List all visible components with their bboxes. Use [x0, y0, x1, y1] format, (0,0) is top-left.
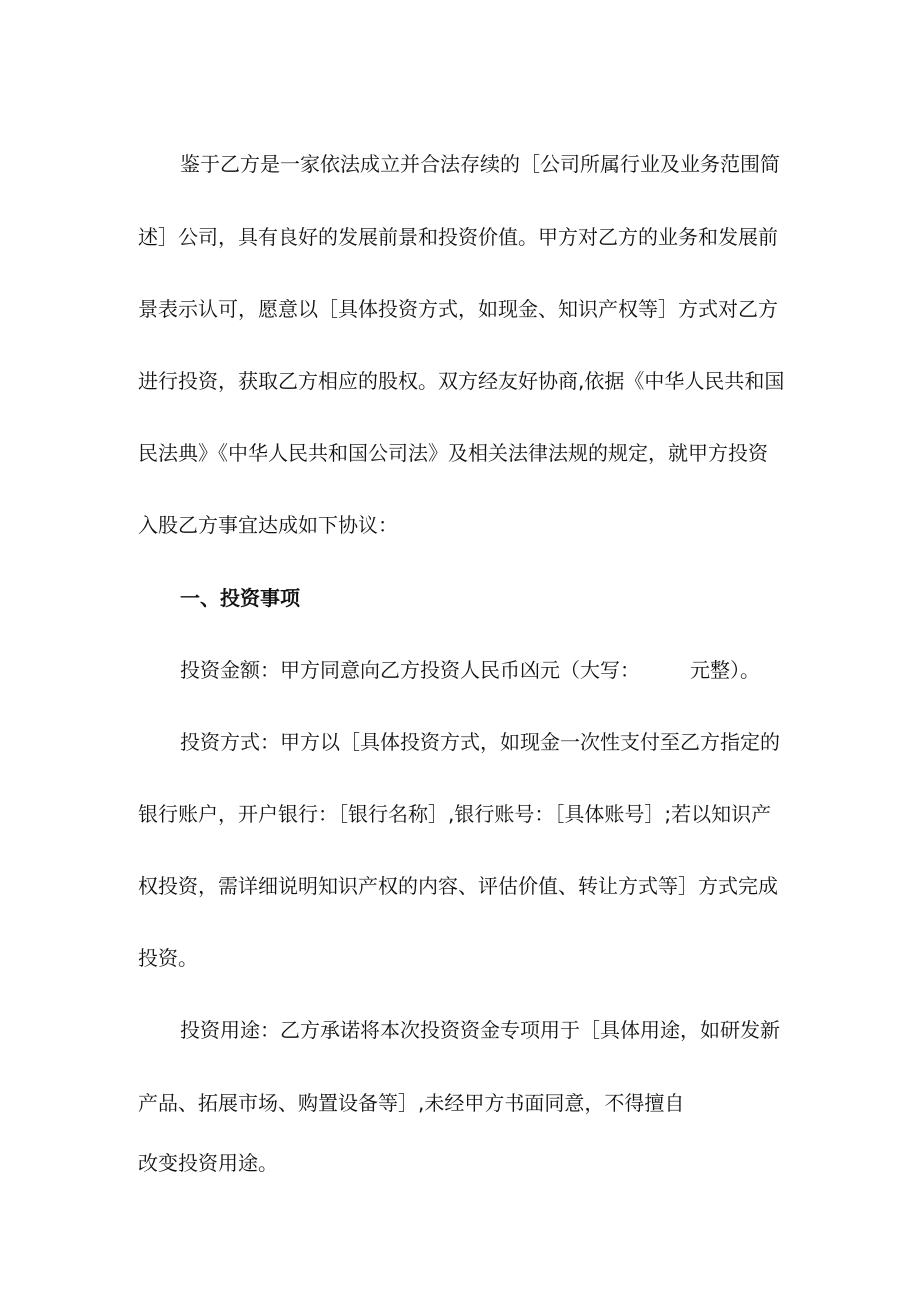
paragraph-line: 产品、拓展市场、购置设备等］,未经甲方书面同意，不得擅自 [138, 1091, 685, 1115]
paragraph-line: 入股乙方事宜达成如下协议： [138, 513, 398, 537]
paragraph-line: 投资用途：乙方承诺将本次投资资金专项用于［具体用途，如研发新 [180, 1018, 780, 1042]
paragraph-line: 投资金额：甲方同意向乙方投资人民币凶元（大写： 元整）。 [180, 658, 760, 682]
paragraph-line: 民法典》《中华人民共和国公司法》及相关法律法规的规定，就甲方投资 [138, 441, 768, 465]
paragraph-line: 银行账户，开户银行：［银行名称］,银行账号：［具体账号］;若以知识产 [138, 802, 772, 826]
paragraph-line: 改变投资用途。 [138, 1151, 278, 1175]
paragraph-line: 景表示认可，愿意以［具体投资方式，如现金、知识产权等］方式对乙方 [138, 297, 778, 321]
paragraph-line: 投资方式：甲方以［具体投资方式，如现金一次性支付至乙方指定的 [180, 730, 780, 754]
paragraph-line: 权投资，需详细说明知识产权的内容、评估价值、转让方式等］方式完成 [138, 874, 778, 898]
section-heading: 一、投资事项 [180, 586, 300, 610]
paragraph-line: 投资。 [138, 946, 198, 970]
paragraph-line: 述］公司，具有良好的发展前景和投资价值。甲方对乙方的业务和发展前 [138, 225, 778, 249]
paragraph-line: 进行投资，获取乙方相应的股权。双方经友好协商,依据《中华人民共和国 [138, 369, 785, 393]
paragraph-line: 鉴于乙方是一家依法成立并合法存续的［公司所属行业及业务范围简 [180, 152, 780, 176]
